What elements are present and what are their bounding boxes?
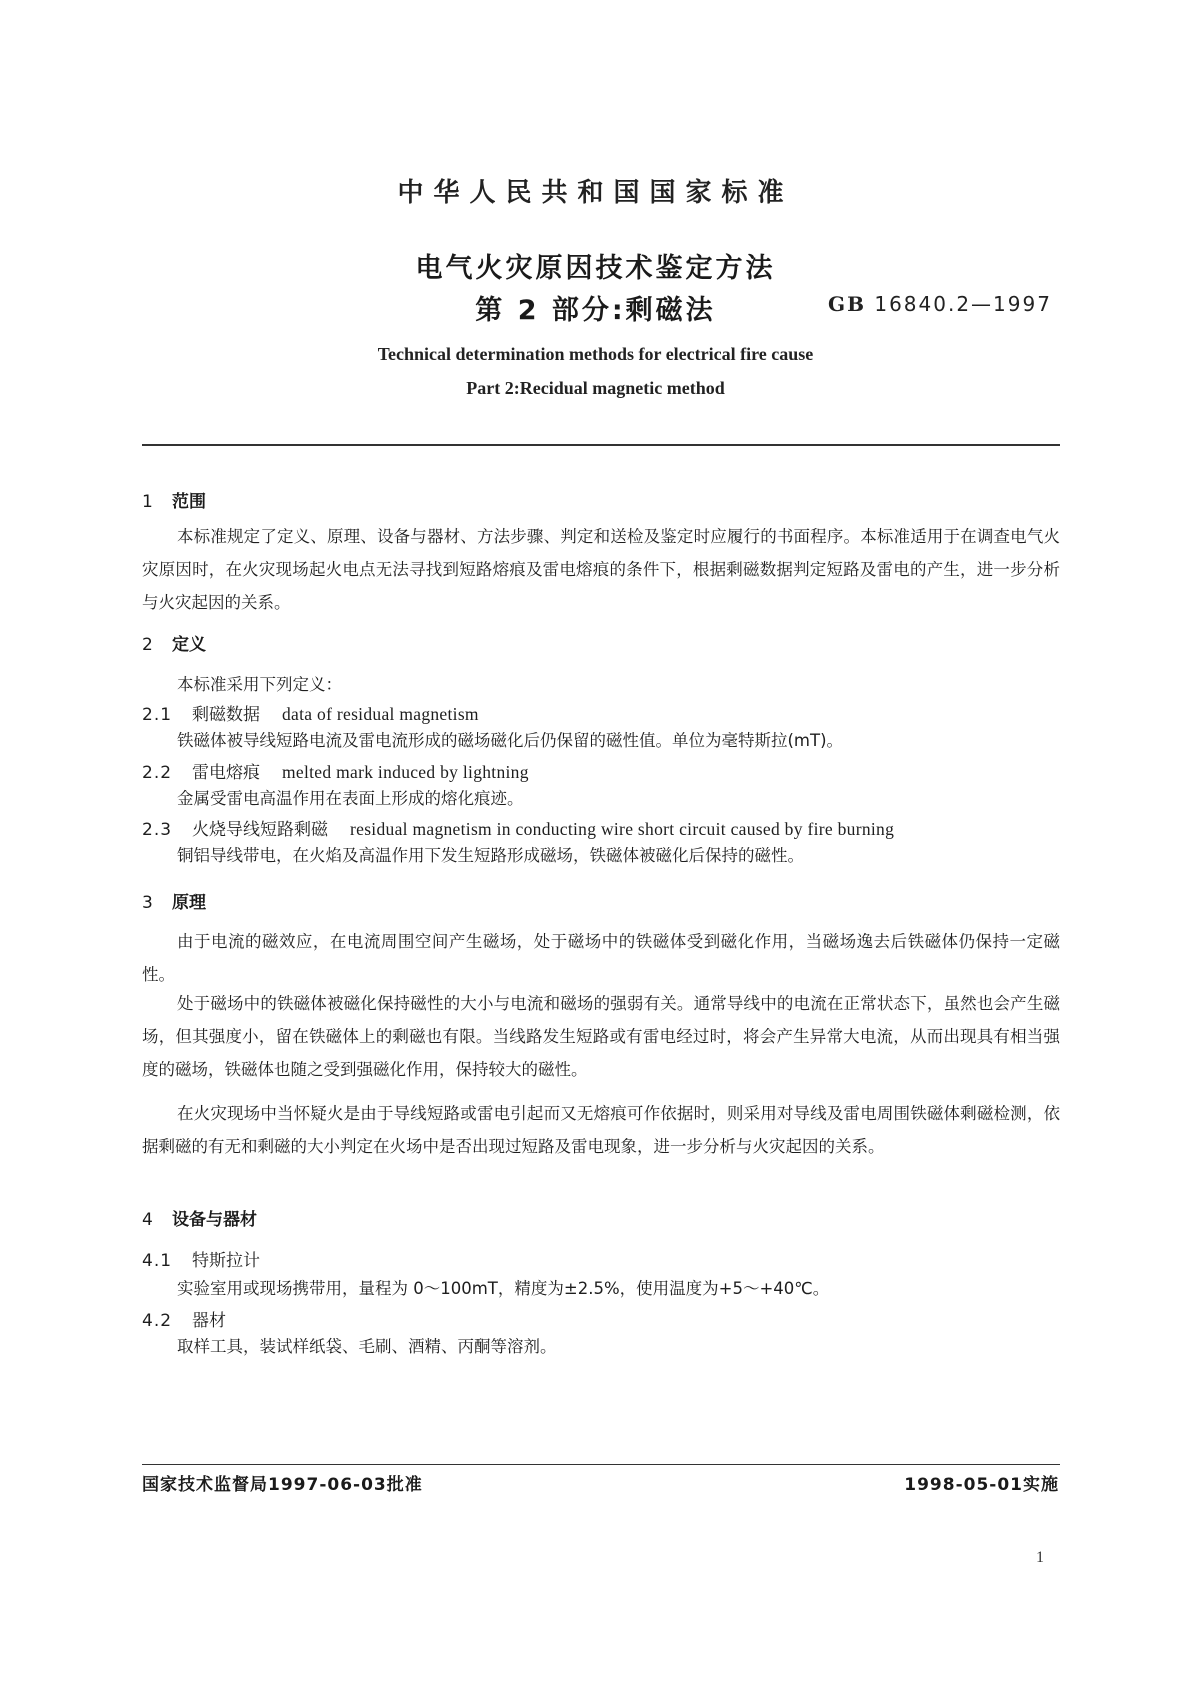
section-title: 原理 (172, 893, 206, 913)
national-standard-heading: 中华人民共和国国家标准 (397, 178, 794, 208)
definition-2-3 (142, 815, 894, 840)
term-cn: 雷电熔痕 (192, 763, 260, 783)
document-title-en-line1: Technical determination methods for electrical fire cause (377, 344, 814, 364)
page-number: 1 (1036, 1549, 1044, 1566)
approval-date: 国家技术监督局1997-06-03批准 (142, 1475, 423, 1495)
section-number: 1 (142, 492, 153, 512)
section-heading-4 (142, 1205, 257, 1230)
section-2-intro: 本标准采用下列定义： (177, 675, 342, 694)
section-1-paragraph: 本标准规定了定义、原理、设备与器材、方法步骤、判定和送检及鉴定时应履行的书面程序。本标准适用于在调查电气火灾原因时，在火灾现场起火电点无法寻找到短路熔痕及雷电熔痕的条件下，根据剩磁数据判定短路及雷电的产生，进一步分析与火灾起因的关系。 (142, 527, 1060, 612)
section-number: 2 (142, 635, 153, 655)
clause-number: 2.1 (142, 705, 173, 725)
clause-title: 器材 (192, 1311, 226, 1331)
section-heading-1 (142, 487, 206, 512)
clause-4-1-text: 实验室用或现场携带用，量程为 0～100mT，精度为±2.5%，使用温度为+5～+40℃。 (177, 1279, 830, 1298)
document-title-en-line2: Part 2:Recidual magnetic method (466, 378, 725, 398)
header-divider (142, 444, 1060, 446)
section-title: 定义 (172, 635, 206, 655)
section-title: 设备与器材 (172, 1210, 257, 1230)
clause-number: 2.2 (142, 763, 173, 783)
definition-2-2-text: 金属受雷电高温作用在表面上形成的熔化痕迹。 (177, 789, 524, 808)
clause-title: 特斯拉计 (192, 1251, 260, 1271)
section-3-paragraph-3: 在火灾现场中当怀疑火是由于导线短路或雷电引起而又无熔痕可作依据时，则采用对导线及雷电周围铁磁体剩磁检测，依据剩磁的有无和剩磁的大小判定在火场中是否出现过短路及雷电现象，进一步分析与火灾起因的关系。 (142, 1104, 1060, 1156)
section-heading-3 (142, 888, 206, 913)
term-cn: 剩磁数据 (192, 705, 260, 725)
definition-2-1 (142, 700, 479, 725)
term-en: melted mark induced by lightning (282, 762, 529, 782)
clause-number: 4.2 (142, 1311, 173, 1331)
clause-4-2 (142, 1306, 226, 1331)
clause-number: 4.1 (142, 1251, 173, 1271)
document-title-cn-line1: 电气火灾原因技术鉴定方法 (415, 253, 776, 284)
clause-number: 2.3 (142, 820, 173, 840)
section-number: 3 (142, 893, 153, 913)
section-number: 4 (142, 1210, 153, 1230)
term-en: residual magnetism in conducting wire short circuit caused by fire burning (350, 819, 895, 839)
term-en: data of residual magnetism (282, 704, 479, 724)
section-3-paragraph-1: 由于电流的磁效应，在电流周围空间产生磁场，处于磁场中的铁磁体受到磁化作用，当磁场逸去后铁磁体仍保持一定磁性。 (142, 932, 1060, 984)
clause-4-1 (142, 1246, 260, 1271)
definition-2-3-text: 铜铝导线带电，在火焰及高温作用下发生短路形成磁场，铁磁体被磁化后保持的磁性。 (177, 846, 804, 865)
section-3-paragraph-2: 处于磁场中的铁磁体被磁化保持磁性的大小与电流和磁场的强弱有关。通常导线中的电流在正常状态下，虽然也会产生磁场，但其强度小，留在铁磁体上的剩磁也有限。当线路发生短路或有雷电经过时，将会产生异常大电流，从而出现具有相当强度的磁场，铁磁体也随之受到强磁化作用，保持较大的磁性。 (142, 994, 1060, 1079)
gb-number: 16840.2—1997 (874, 292, 1052, 316)
term-cn: 火烧导线短路剩磁 (192, 820, 328, 840)
gb-standard-code (828, 292, 1052, 316)
gb-prefix: GB (828, 292, 866, 316)
effective-date: 1998-05-01实施 (904, 1475, 1059, 1495)
section-heading-2 (142, 630, 206, 655)
definition-2-1-text: 铁磁体被导线短路电流及雷电流形成的磁场磁化后仍保留的磁性值。单位为毫特斯拉(mT)。 (177, 731, 844, 750)
clause-4-2-text: 取样工具，装试样纸袋、毛刷、酒精、丙酮等溶剂。 (177, 1337, 557, 1356)
footer-divider (142, 1464, 1060, 1465)
document-title-cn-line2: 第 2 部分:剩磁法 (475, 295, 716, 326)
section-title: 范围 (172, 492, 206, 512)
definition-2-2 (142, 758, 529, 783)
